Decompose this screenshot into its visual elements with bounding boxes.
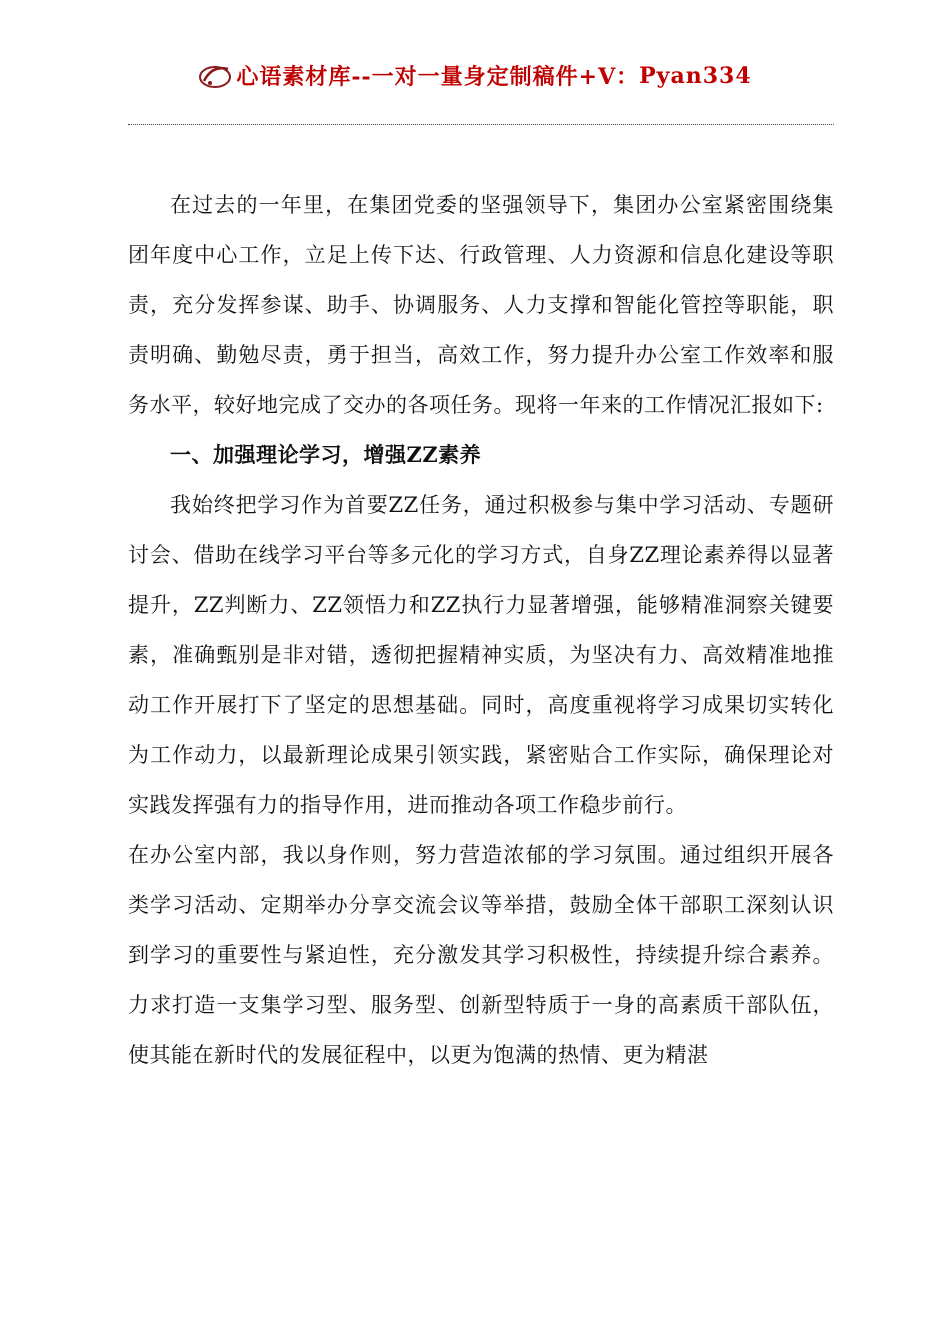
header-banner bbox=[198, 60, 751, 91]
paragraph-office: 在办公室内部，我以身作则，努力营造浓郁的学习氛围。通过组织开展各类学习活动、定期举办分享交流会议等举措，鼓励全体干部职工深刻认识到学习的重要性与紧迫性，充分激发其学习积极性，持续提升综合素养。力求打造一支集学习型、服务型、创新型特质于一身的高素质干部队伍，使其能在新时代的发展征程中，以更为饱满的热情、更为精湛 bbox=[128, 843, 834, 1067]
section-heading-1: 一、加强理论学习，增强ZZ素养 bbox=[170, 442, 482, 467]
document-body bbox=[128, 180, 834, 1080]
header-tagline: --一对一量身定制稿件+V： bbox=[351, 64, 640, 90]
page-header bbox=[0, 60, 950, 100]
paragraph-intro: 在过去的一年里，在集团党委的坚强领导下，集团办公室紧密围绕集团年度中心工作，立足上传下达、行政管理、人力资源和信息化建设等职责，充分发挥参谋、助手、协调服务、人力支撑和智能化管控等职能，职责明确、勤勉尽责，勇于担当，高效工作，努力提升办公室工作效率和服务水平，较好地完成了交办的各项任务。现将一年来的工作情况汇报如下: bbox=[128, 193, 834, 417]
header-brand: 心语素材库 bbox=[236, 64, 352, 90]
paragraph-study: 我始终把学习作为首要ZZ任务，通过积极参与集中学习活动、专题研讨会、借助在线学习平台等多元化的学习方式，自身ZZ理论素养得以显著提升，ZZ判断力、ZZ领悟力和ZZ执行力显著增强，能够精准洞察关键要素，准确甄别是非对错，透彻把握精神实质，为坚决有力、高效精准地推动工作开展打下了坚定的思想基础。同时，高度重视将学习成果切实转化为工作动力，以最新理论成果引领实践，紧密贴合工作实际，确保理论对实践发挥强有力的指导作用，进而推动各项工作稳步前行。 bbox=[128, 493, 834, 817]
header-divider bbox=[128, 124, 834, 125]
header-contact: Pyan334 bbox=[639, 62, 752, 89]
brand-logo-icon bbox=[198, 61, 234, 91]
